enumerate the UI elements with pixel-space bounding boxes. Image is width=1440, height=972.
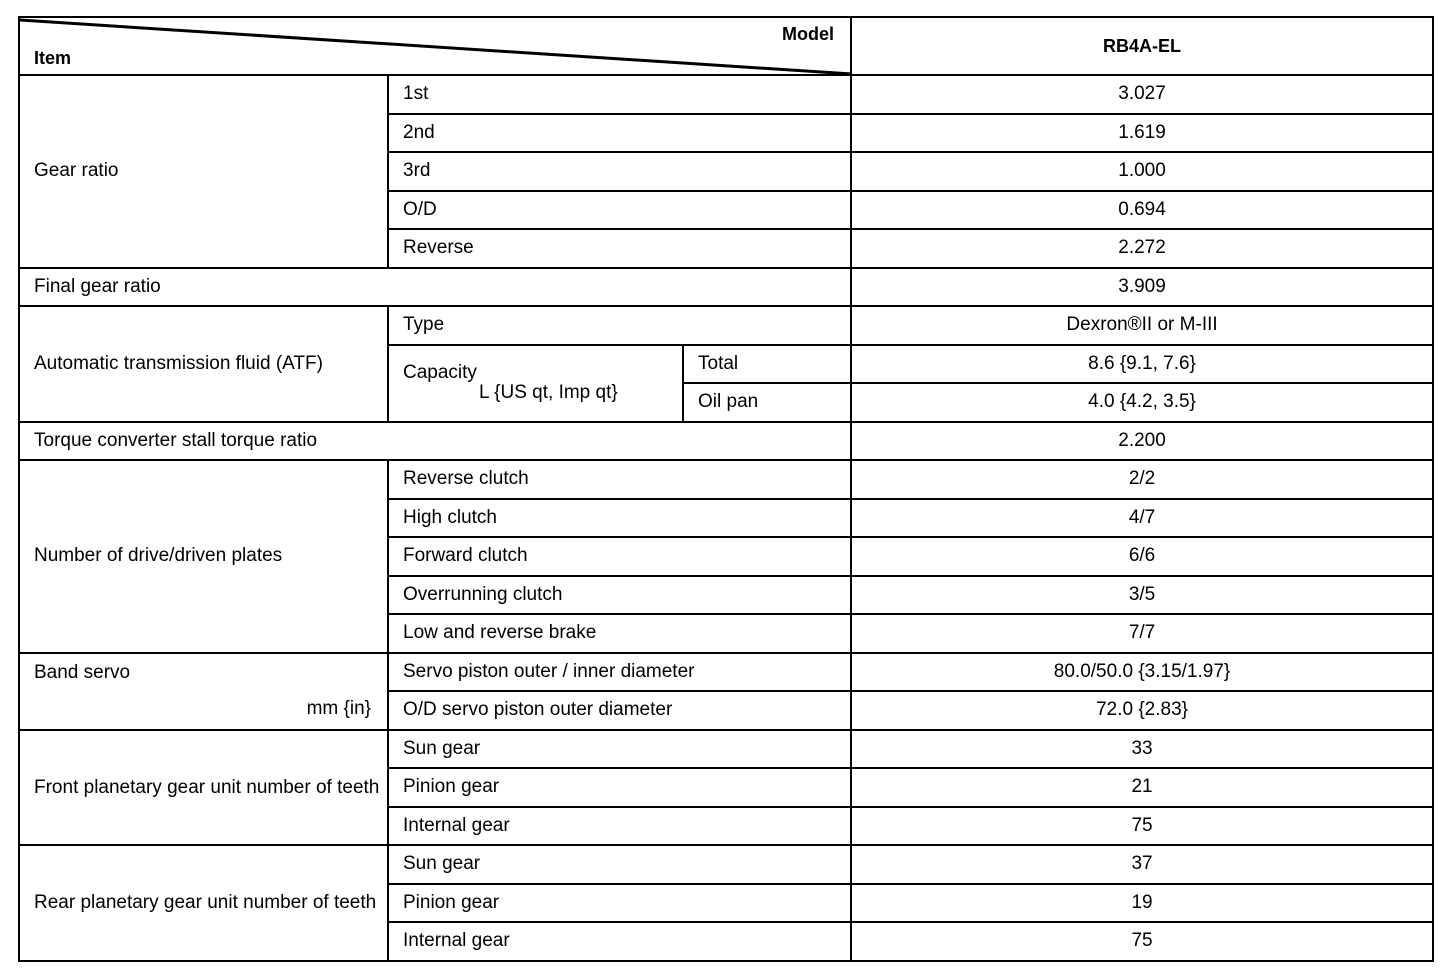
atf-total-value: 8.6 {9.1, 7.6} bbox=[851, 345, 1433, 384]
atf-capacity-label: Capacity bbox=[403, 362, 477, 383]
row-value: 0.694 bbox=[851, 191, 1433, 230]
row-label: Sun gear bbox=[388, 845, 851, 884]
row-label: Forward clutch bbox=[388, 537, 851, 576]
front-planetary-label: Front planetary gear unit number of teeth bbox=[19, 730, 388, 846]
row-label: Reverse clutch bbox=[388, 460, 851, 499]
row-value: 19 bbox=[851, 884, 1433, 923]
band-servo-unit: mm {in} bbox=[306, 698, 371, 719]
row-label: 3rd bbox=[388, 152, 851, 191]
table-row bbox=[19, 75, 1433, 114]
row-label: 2nd bbox=[388, 114, 851, 153]
atf-oilpan-value: 4.0 {4.2, 3.5} bbox=[851, 383, 1433, 422]
row-value: 7/7 bbox=[851, 614, 1433, 653]
plates-label: Number of drive/driven plates bbox=[19, 460, 388, 653]
row-label: Internal gear bbox=[388, 807, 851, 846]
final-gear-value: 3.909 bbox=[851, 268, 1433, 307]
band-servo-label: Band servo bbox=[34, 662, 131, 683]
table-row bbox=[19, 460, 1433, 499]
atf-type-value: Dexron®II or M-III bbox=[851, 306, 1433, 345]
row-label: 1st bbox=[388, 75, 851, 114]
atf-type-label: Type bbox=[388, 306, 851, 345]
row-value: 21 bbox=[851, 768, 1433, 807]
diagonal-divider bbox=[20, 18, 852, 76]
gear-ratio-label: Gear ratio bbox=[19, 75, 388, 268]
row-value: 3/5 bbox=[851, 576, 1433, 615]
table-row bbox=[19, 653, 1433, 692]
table-row bbox=[19, 845, 1433, 884]
model-name: RB4A-EL bbox=[851, 17, 1433, 75]
row-value: 2.272 bbox=[851, 229, 1433, 268]
band-servo-cell bbox=[19, 653, 388, 730]
item-model-header bbox=[19, 17, 851, 75]
table-row bbox=[19, 268, 1433, 307]
table-row bbox=[19, 306, 1433, 345]
item-header: Item bbox=[34, 48, 72, 68]
row-value: 3.027 bbox=[851, 75, 1433, 114]
row-value: 72.0 {2.83} bbox=[851, 691, 1433, 730]
row-value: 1.000 bbox=[851, 152, 1433, 191]
table-row bbox=[19, 422, 1433, 461]
row-value: 37 bbox=[851, 845, 1433, 884]
row-value: 33 bbox=[851, 730, 1433, 769]
row-value: 2/2 bbox=[851, 460, 1433, 499]
specifications-table bbox=[18, 16, 1434, 962]
row-value: 80.0/50.0 {3.15/1.97} bbox=[851, 653, 1433, 692]
row-label: Pinion gear bbox=[388, 768, 851, 807]
row-label: Low and reverse brake bbox=[388, 614, 851, 653]
row-value: 75 bbox=[851, 807, 1433, 846]
row-label: Internal gear bbox=[388, 922, 851, 961]
torque-label: Torque converter stall torque ratio bbox=[19, 422, 851, 461]
rear-planetary-label: Rear planetary gear unit number of teeth bbox=[19, 845, 388, 961]
row-value: 4/7 bbox=[851, 499, 1433, 538]
row-label: O/D servo piston outer diameter bbox=[388, 691, 851, 730]
row-value: 75 bbox=[851, 922, 1433, 961]
row-value: 6/6 bbox=[851, 537, 1433, 576]
atf-label: Automatic transmission fluid (ATF) bbox=[19, 306, 388, 422]
row-label: Pinion gear bbox=[388, 884, 851, 923]
row-label: O/D bbox=[388, 191, 851, 230]
header-row bbox=[19, 17, 1433, 75]
atf-capacity-unit: L {US qt, Imp qt} bbox=[479, 382, 618, 403]
atf-total-label: Total bbox=[683, 345, 851, 384]
row-value: 1.619 bbox=[851, 114, 1433, 153]
table-row bbox=[19, 730, 1433, 769]
atf-capacity-cell bbox=[388, 345, 683, 422]
row-label: Reverse bbox=[388, 229, 851, 268]
atf-oilpan-label: Oil pan bbox=[683, 383, 851, 422]
row-label: Overrunning clutch bbox=[388, 576, 851, 615]
row-label: High clutch bbox=[388, 499, 851, 538]
torque-value: 2.200 bbox=[851, 422, 1433, 461]
final-gear-label: Final gear ratio bbox=[19, 268, 851, 307]
row-label: Sun gear bbox=[388, 730, 851, 769]
row-label: Servo piston outer / inner diameter bbox=[388, 653, 851, 692]
model-header: Model bbox=[782, 24, 835, 44]
